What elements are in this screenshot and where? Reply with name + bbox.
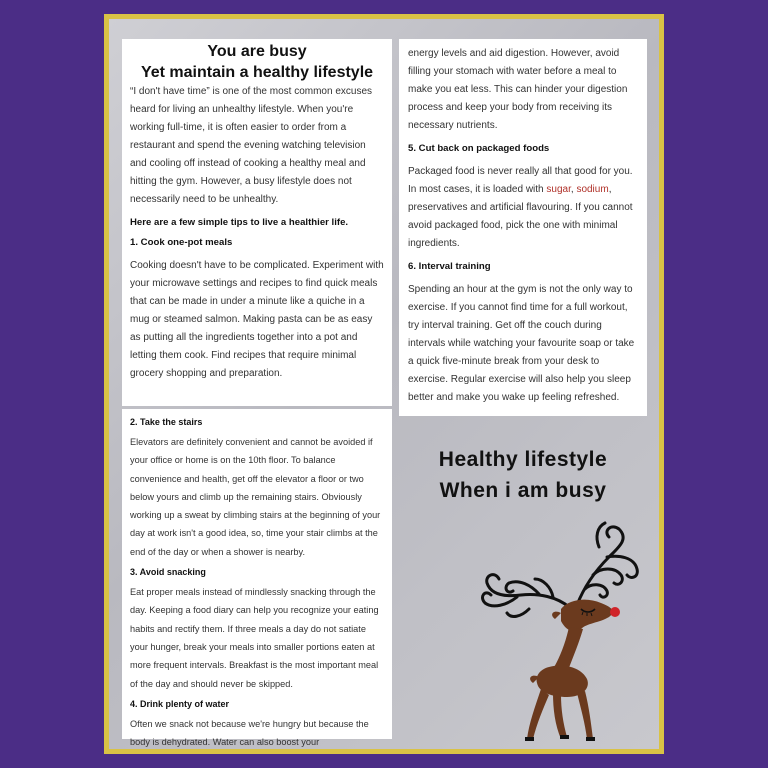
poster-paper	[109, 19, 659, 749]
sodium-link[interactable]: sodium	[576, 184, 609, 195]
tip3-text: Eat proper meals instead of mindlessly snacking through the day. Keeping a food diary can help you recognize your eating habits and rectify them. If three meals a day do not satiate your hunger, break your meals into smaller portions eaten at more frequent intervals. Breakfast is the most important meal of the day and should never be skipped.	[130, 587, 379, 689]
tip1-heading: 1. Cook one-pot meals	[130, 237, 233, 248]
article-panel-2	[122, 409, 392, 748]
tip6-heading: 6. Interval training	[408, 261, 491, 272]
sugar-link[interactable]: sugar	[546, 184, 571, 195]
poster-title-line-2: When i am busy	[439, 479, 607, 502]
article-title-line-1: You are busy	[207, 43, 307, 60]
article-title-line-2: Yet maintain a healthy lifestyle	[140, 64, 374, 81]
tip5-text-b: , preservatives and artificial flavouring. If you cannot avoid packaged food, pick the one with minimal ingredients.	[408, 184, 633, 249]
article-panel-3	[399, 39, 647, 416]
tip4-text: Often we snack not because we're hungry but because the body is dehydrated. Water can also boost your	[130, 718, 369, 748]
intro-paragraph: “I don't have time” is one of the most common excuses heard for living an unhealthy lifestyle. When you're working full-time, it is often easier to order from a restaurant and spend the evening watching television and cooling off instead of cooking a healthy meal and hitting the gym. However, a busy lifestyle does not necessarily need to be unhealthy.	[130, 86, 373, 205]
tips-heading: Here are a few simple tips to live a healthier life.	[130, 217, 349, 228]
tip5-text	[408, 163, 638, 253]
tip3-heading: 3. Avoid snacking	[130, 567, 206, 578]
tip1-text: Cooking doesn't have to be complicated. Experiment with your microwave settings and recipes to find quick meals that can be made in under a minute like a quiche in a mug or steamed salmon. Making pasta can be as easy as putting all the ingredients together into a pot and letting them cook. Find recipes that require minimal grocery shopping and preparation.	[130, 260, 384, 379]
tip5-text-a: Packaged food is never really all that good for you. In most cases, it is loaded with	[408, 166, 633, 195]
article-panel-1	[122, 39, 392, 406]
tip5-heading: 5. Cut back on packaged foods	[408, 143, 550, 154]
tip6-text: Spending an hour at the gym is not the only way to exercise. If you cannot find time for a full workout, try interval training. Get off the couch during intervals while watching your favourite soap or take a quick five-minute break from your desk to exercise. Regular exercise will also help you sleep better and make you wake up feeling refreshed.	[408, 284, 635, 403]
tip2-heading: 2. Take the stairs	[130, 417, 203, 427]
poster-title	[399, 444, 647, 506]
tip2-text: Elevators are definitely convenient and cannot be avoided if your office or home is on the 10th floor. To balance convenience and health, get off the elevator a floor or two below yours and climb up the remaining stairs. Obviously working up a sweat by climbing stairs at the beginning of your day at work isn't a good idea, so, time your stair climbs at the end of the day or when a shower is nearby.	[130, 437, 381, 557]
tip5-comma: ,	[570, 184, 577, 195]
reindeer-illustration-icon	[469, 517, 649, 747]
poster-title-line-1: Healthy lifestyle	[438, 448, 608, 471]
poster-frame	[104, 14, 664, 754]
tip4-continued-text: energy levels and aid digestion. However, avoid filling your stomach with water before a meal to make you eat less. This can hinder your digestion process and keep your body from receiving its necessary nutrients.	[408, 48, 628, 131]
tip4-heading: 4. Drink plenty of water	[130, 698, 230, 709]
